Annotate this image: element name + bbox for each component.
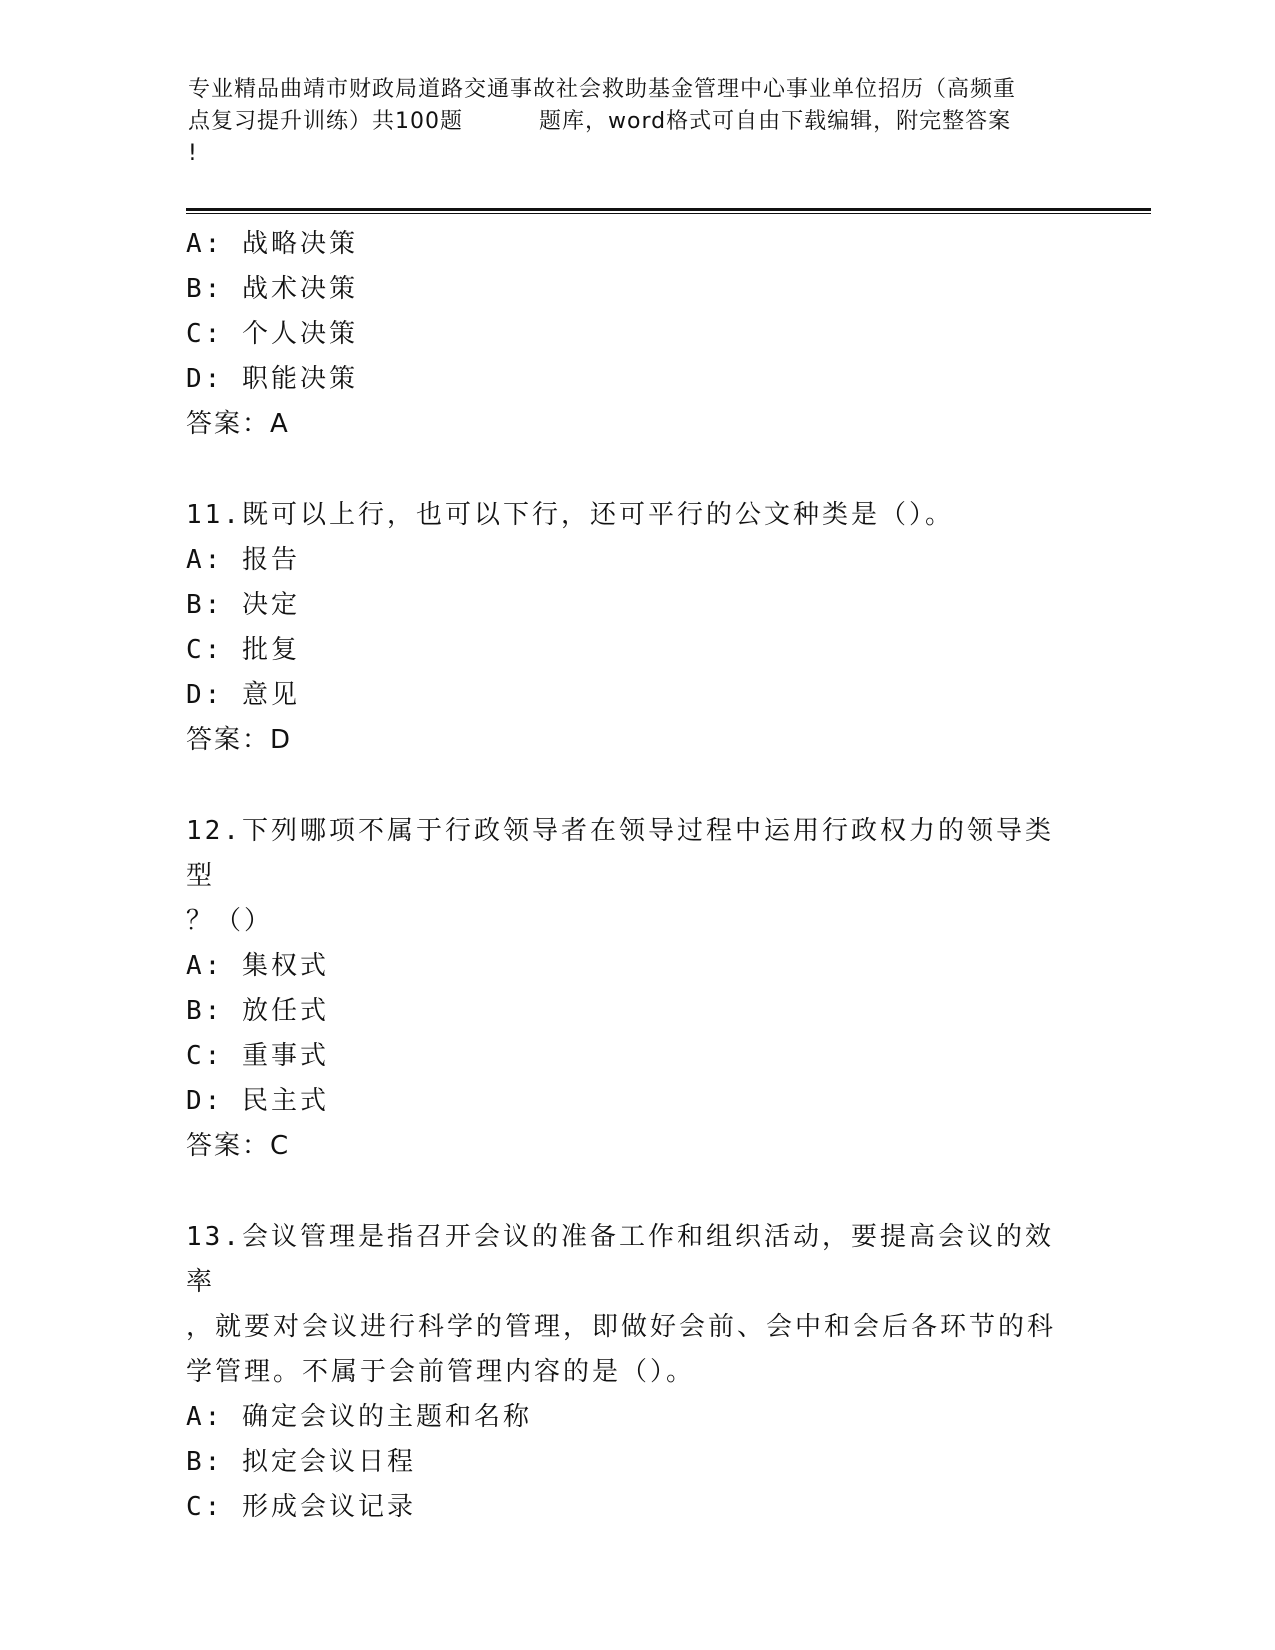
option-b: B: 战术决策 [186, 274, 358, 304]
option-c: C: 个人决策 [186, 319, 358, 349]
question-12 [186, 809, 1086, 1169]
option-a: A: 集权式 [186, 951, 329, 981]
option-a: A: 确定会议的主题和名称 [186, 1402, 532, 1432]
answer: 答案：D [186, 725, 293, 755]
question-stem-line-2: ，就要对会议进行科学的管理，即做好会前、会中和会后各环节的科 [186, 1312, 1057, 1342]
option-d: D: 意见 [186, 680, 300, 710]
question-13 [186, 1215, 1086, 1530]
header-line-3: ! [188, 141, 198, 166]
option-a: A: 报告 [186, 545, 300, 575]
question-10 [186, 222, 1086, 447]
option-b: B: 拟定会议日程 [186, 1447, 416, 1477]
question-stem-line-1: 12.下列哪项不属于行政领导者在领导过程中运用行政权力的领导类型 [186, 816, 1054, 891]
option-d: D: 职能决策 [186, 364, 358, 394]
option-a: A: 战略决策 [186, 229, 358, 259]
header-divider [186, 208, 1151, 214]
option-b: B: 决定 [186, 590, 300, 620]
question-stem-line-3: 学管理。不属于会前管理内容的是（）。 [186, 1357, 696, 1387]
option-c: C: 形成会议记录 [186, 1492, 416, 1522]
header-line-2-part-b: 题库，word格式可自由下载编辑，附完整答案 [539, 109, 1012, 134]
header-line-2 [188, 106, 1088, 138]
header-line-1: 专业精品曲靖市财政局道路交通事故社会救助基金管理中心事业单位招历（高频重 [188, 77, 1017, 102]
option-d: D: 民主式 [186, 1086, 329, 1116]
question-list [186, 222, 1086, 1530]
question-11 [186, 493, 1086, 763]
option-c: C: 批复 [186, 635, 300, 665]
question-stem-line-2: ？（） [186, 906, 274, 936]
option-b: B: 放任式 [186, 996, 329, 1026]
option-c: C: 重事式 [186, 1041, 329, 1071]
answer: 答案：A [186, 409, 290, 439]
answer: 答案：C [186, 1131, 291, 1161]
header-line-2-part-a: 点复习提升训练）共100题 [188, 109, 463, 134]
question-stem-line-1: 13.会议管理是指召开会议的准备工作和组织活动，要提高会议的效率 [186, 1222, 1054, 1297]
question-stem: 11.既可以上行，也可以下行，还可平行的公文种类是（）。 [186, 500, 954, 530]
document-header [188, 74, 1088, 170]
